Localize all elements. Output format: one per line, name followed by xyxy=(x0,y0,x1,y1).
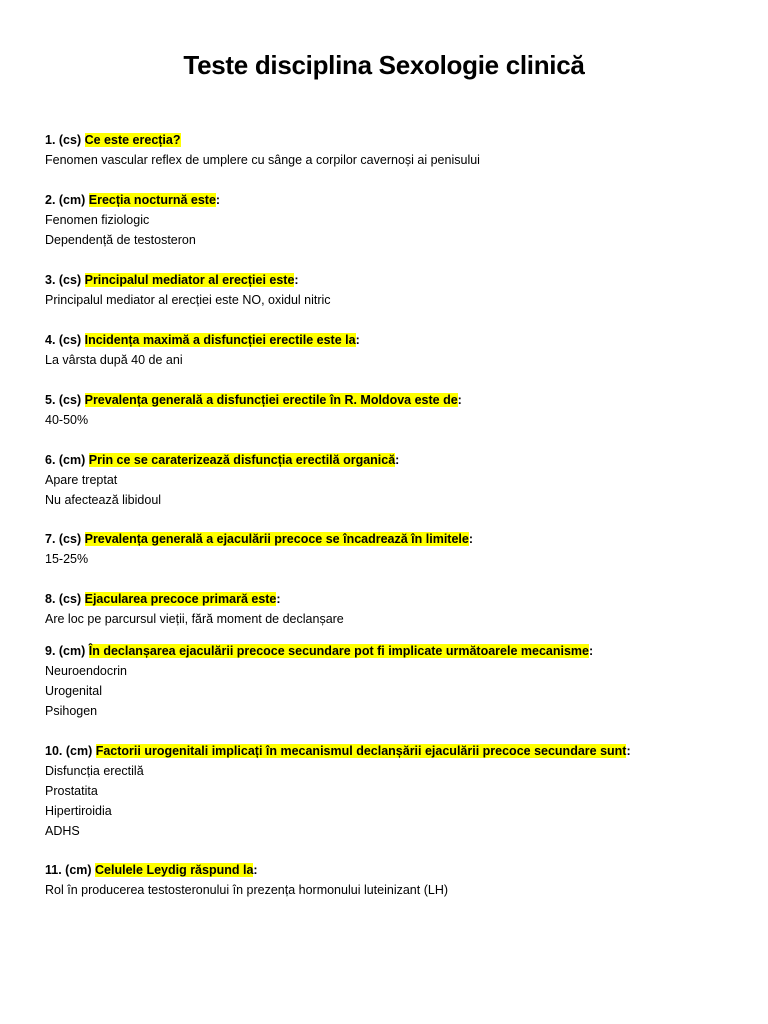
question-text: Principalul mediator al erecției este xyxy=(84,273,295,287)
question-colon: : xyxy=(294,273,299,287)
question-block xyxy=(45,860,745,900)
question-colon: : xyxy=(253,863,258,877)
question-block xyxy=(45,390,745,430)
answer: Dependență de testosteron xyxy=(45,233,196,247)
question-text: Celulele Leydig răspund la xyxy=(95,863,254,877)
question-line xyxy=(45,190,745,210)
question-colon: : xyxy=(589,644,594,658)
question-number: 1. (cs) xyxy=(45,133,85,147)
question-line xyxy=(45,330,745,350)
question-line xyxy=(45,589,745,609)
answer: Fenomen fiziologic xyxy=(45,213,150,227)
question-colon: : xyxy=(355,333,360,347)
answer: Neuroendocrin xyxy=(45,664,127,678)
question-text: Prevalența generală a disfuncției erectile în R. Moldova este de xyxy=(84,393,458,407)
question-colon: : xyxy=(457,393,462,407)
question-text: Erecția nocturnă este xyxy=(88,193,216,207)
answer: Urogenital xyxy=(45,684,102,698)
question-line xyxy=(45,390,745,410)
answer: ADHS xyxy=(45,824,80,838)
question-colon: : xyxy=(215,193,221,207)
question-block xyxy=(45,330,745,370)
answer: 40-50% xyxy=(45,413,89,427)
answer: Psihogen xyxy=(45,704,98,718)
question-line xyxy=(45,270,745,290)
question-number: 8. (cs) xyxy=(45,592,85,606)
question-block xyxy=(45,270,745,310)
question-line xyxy=(45,529,745,549)
question-block xyxy=(45,589,745,629)
document-title: Teste disciplina Sexologie clinică xyxy=(183,50,585,80)
answer: Fenomen vascular reflex de umplere cu sânge a corpilor cavernoși ai penisului xyxy=(45,153,480,167)
question-number: 5. (cs) xyxy=(45,393,85,407)
question-line xyxy=(45,130,745,150)
question-number: 11. (cm) xyxy=(45,863,96,877)
answer: Principalul mediator al erecției este NO, oxidul nitric xyxy=(45,293,331,307)
answer: Disfuncția erectilă xyxy=(45,764,144,778)
question-number: 3. (cs) xyxy=(45,273,85,287)
answer: Nu afectează libidoul xyxy=(45,493,162,507)
question-text: Factorii urogenitali implicați în mecanismul declanșării ejaculării precoce secundare sunt xyxy=(95,744,627,758)
answer: Apare treptat xyxy=(45,473,118,487)
question-text: Ce este erecția? xyxy=(84,133,181,147)
question-block xyxy=(45,190,745,250)
answer: Prostatita xyxy=(45,784,98,798)
question-number: 2. (cm) xyxy=(45,193,89,207)
question-colon: : xyxy=(468,532,474,546)
question-line xyxy=(45,741,745,761)
question-number: 9. (cm) xyxy=(45,644,89,658)
question-number: 7. (cs) xyxy=(45,532,85,546)
question-colon: : xyxy=(276,592,281,606)
question-text: Incidența maximă a disfuncției erectile este la xyxy=(84,333,356,347)
question-number: 10. (cm) xyxy=(45,744,96,758)
question-text: Prin ce se caraterizează disfuncția erectilă organică xyxy=(88,453,396,467)
question-line xyxy=(45,450,745,470)
question-block xyxy=(45,529,745,569)
question-line xyxy=(45,860,745,880)
question-colon: : xyxy=(626,744,631,758)
question-block xyxy=(45,450,745,510)
answer: 15-25% xyxy=(45,552,89,566)
question-block xyxy=(45,741,745,841)
answer: Rol în producerea testosteronului în prezența hormonului luteinizant (LH) xyxy=(45,883,449,897)
answer: Are loc pe parcursul vieții, fără moment de declanșare xyxy=(45,612,344,626)
answer: La vârsta după 40 de ani xyxy=(45,353,183,367)
question-colon: : xyxy=(395,453,400,467)
question-text: Prevalența generală a ejaculării precoce se încadrează în limitele xyxy=(84,532,469,546)
question-text: În declanșarea ejaculării precoce secundare pot fi implicate următoarele mecanisme xyxy=(88,644,589,658)
question-text: Ejacularea precoce primară este xyxy=(84,592,277,606)
question-block xyxy=(45,641,745,721)
answer: Hipertiroidia xyxy=(45,804,112,818)
question-number: 4. (cs) xyxy=(45,333,85,347)
question-number: 6. (cm) xyxy=(45,453,89,467)
question-block xyxy=(45,130,745,170)
question-line xyxy=(45,641,745,661)
